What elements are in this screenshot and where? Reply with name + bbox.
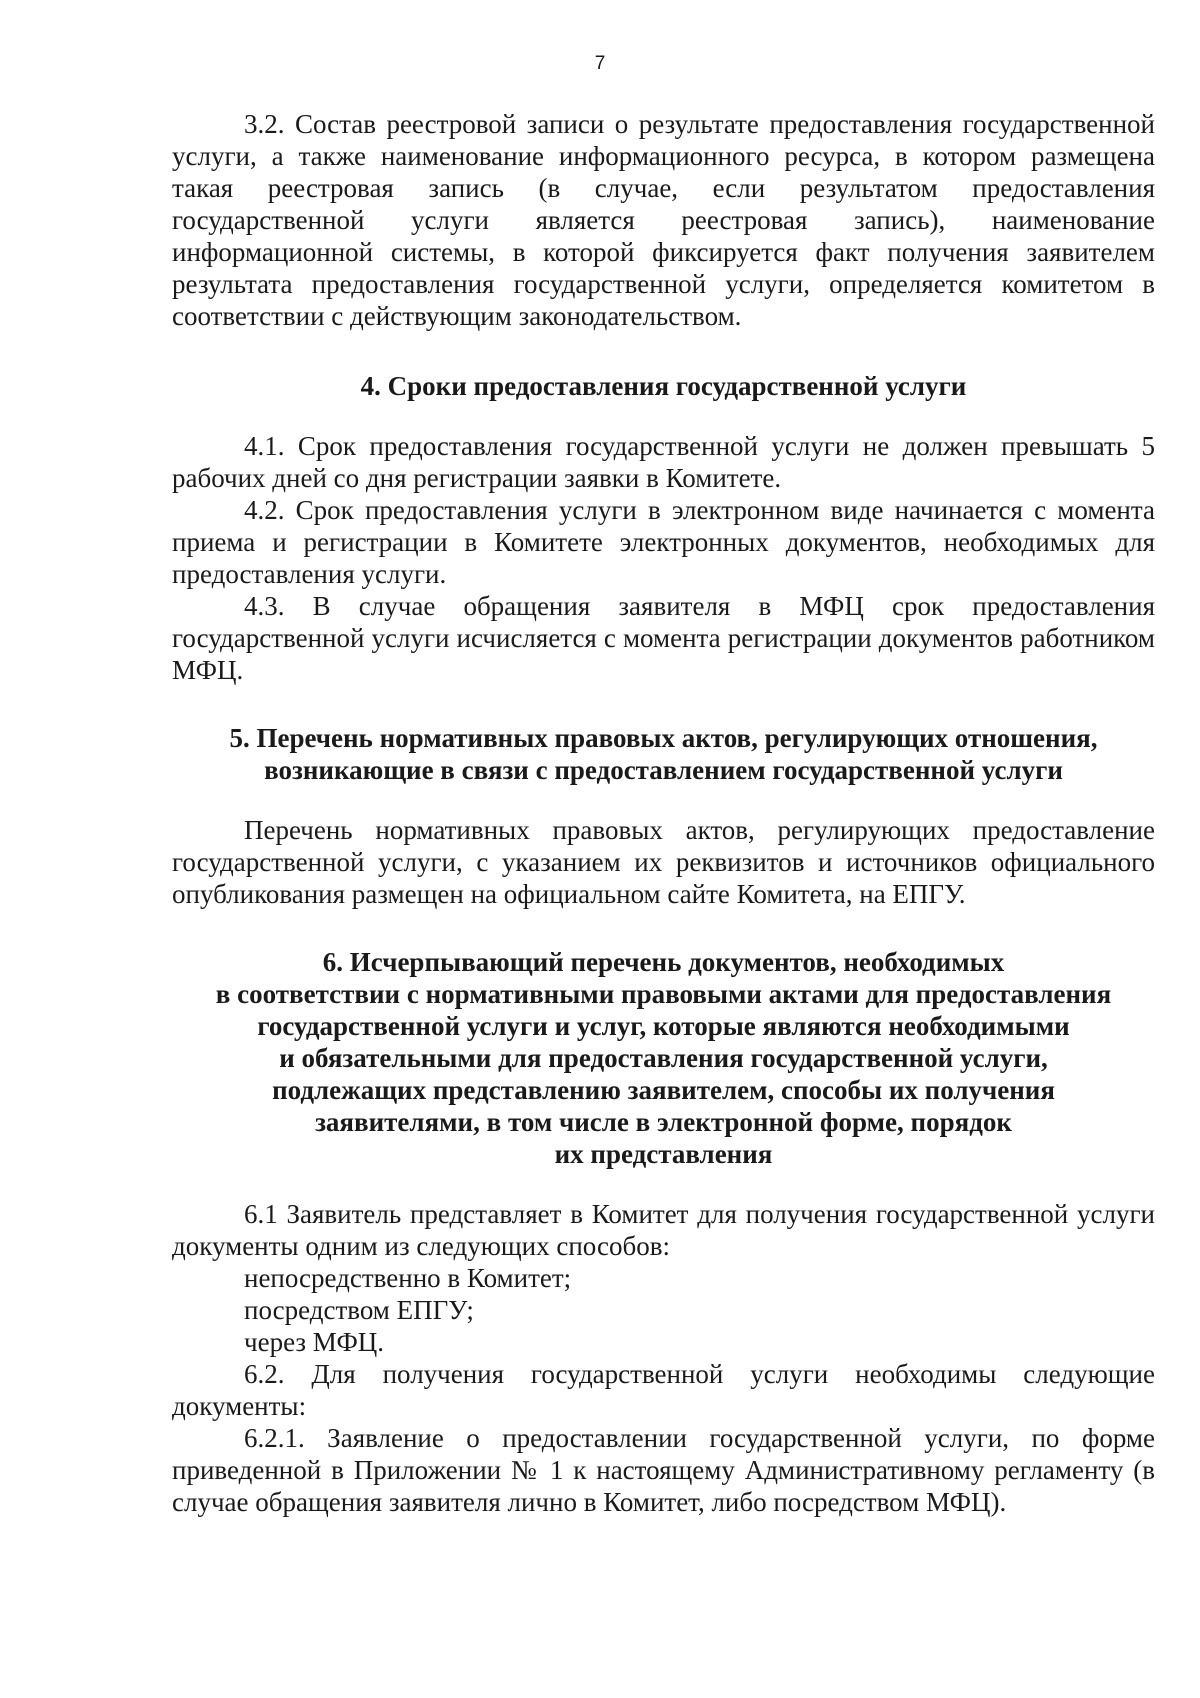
list-item: непосредственно в Комитет; bbox=[244, 1263, 572, 1293]
paragraph-6-1: 6.1 Заявитель представляет в Комитет для получения государственной услуги документы одним из следующих способов: bbox=[172, 1199, 1155, 1261]
section-6-heading-line: в соответствии с нормативными правовыми актами для предоставления bbox=[215, 979, 1112, 1009]
section-6-heading-line: государственной услуги и услуг, которые являются необходимыми bbox=[257, 1011, 1070, 1041]
section-5-heading-line: 5. Перечень нормативных правовых актов, регулирующих отношения, bbox=[229, 723, 1098, 753]
paragraph-4-2: 4.2. Срок предоставления услуги в электронном виде начинается с момента приема и регистрации в Комитете электронных документов, необходимых для предоставления услуги. bbox=[172, 495, 1155, 589]
paragraph-6-2-1: 6.2.1. Заявление о предоставлении государственной услуги, по форме приведенной в Приложении № 1 к настоящему Административному регламенту (в случае обращения заявителя лично в Комитет, либо посредством МФЦ). bbox=[172, 1423, 1155, 1517]
section-6-heading bbox=[172, 946, 1155, 1170]
list-item: посредством ЕПГУ; bbox=[244, 1295, 474, 1325]
section-4-heading: 4. Сроки предоставления государственной услуги bbox=[360, 371, 967, 401]
paragraph-6-2: 6.2. Для получения государственной услуги необходимы следующие документы: bbox=[172, 1359, 1155, 1421]
paragraph-4-3: 4.3. В случае обращения заявителя в МФЦ срок предоставления государственной услуги исчисляется с момента регистрации документов работником МФЦ. bbox=[172, 591, 1155, 685]
section-6-heading-line: их представления bbox=[554, 1139, 773, 1169]
section-6-heading-line: заявителями, в том числе в электронной форме, порядок bbox=[315, 1107, 1012, 1137]
paragraph-3-2: 3.2. Состав реестровой записи о результате предоставления государственной услуги, а также наименование информационного ресурса, в котором размещена такая реестровая запись (в случае, если результатом предоставления государственной услуги является реестровая запись), наименование информационной системы, в которой фиксируется факт получения заявителем результата предоставления государственной услуги, определяется комитетом в соответствии с действующим законодательством. bbox=[172, 109, 1155, 331]
section-6-heading-line: подлежащих представлению заявителем, способы их получения bbox=[272, 1075, 1055, 1105]
section-5-heading bbox=[172, 722, 1155, 786]
list-item: через МФЦ. bbox=[244, 1327, 385, 1357]
section-6-heading-line: 6. Исчерпывающий перечень документов, необходимых bbox=[322, 947, 1005, 977]
paragraph-5: Перечень нормативных правовых актов, регулирующих предоставление государственной услуги, с указанием их реквизитов и источников официального опубликования размещен на официальном сайте Комитета, на ЕПГУ. bbox=[172, 815, 1155, 909]
section-5-heading-line: возникающие в связи с предоставлением государственной услуги bbox=[264, 755, 1063, 785]
page-number: 7 bbox=[594, 53, 606, 74]
paragraph-4-1: 4.1. Срок предоставления государственной услуги не должен превышать 5 рабочих дней со дня регистрации заявки в Комитете. bbox=[172, 431, 1155, 493]
section-6-heading-line: и обязательными для предоставления государственной услуги, bbox=[279, 1043, 1048, 1073]
page-content bbox=[172, 108, 1155, 1518]
